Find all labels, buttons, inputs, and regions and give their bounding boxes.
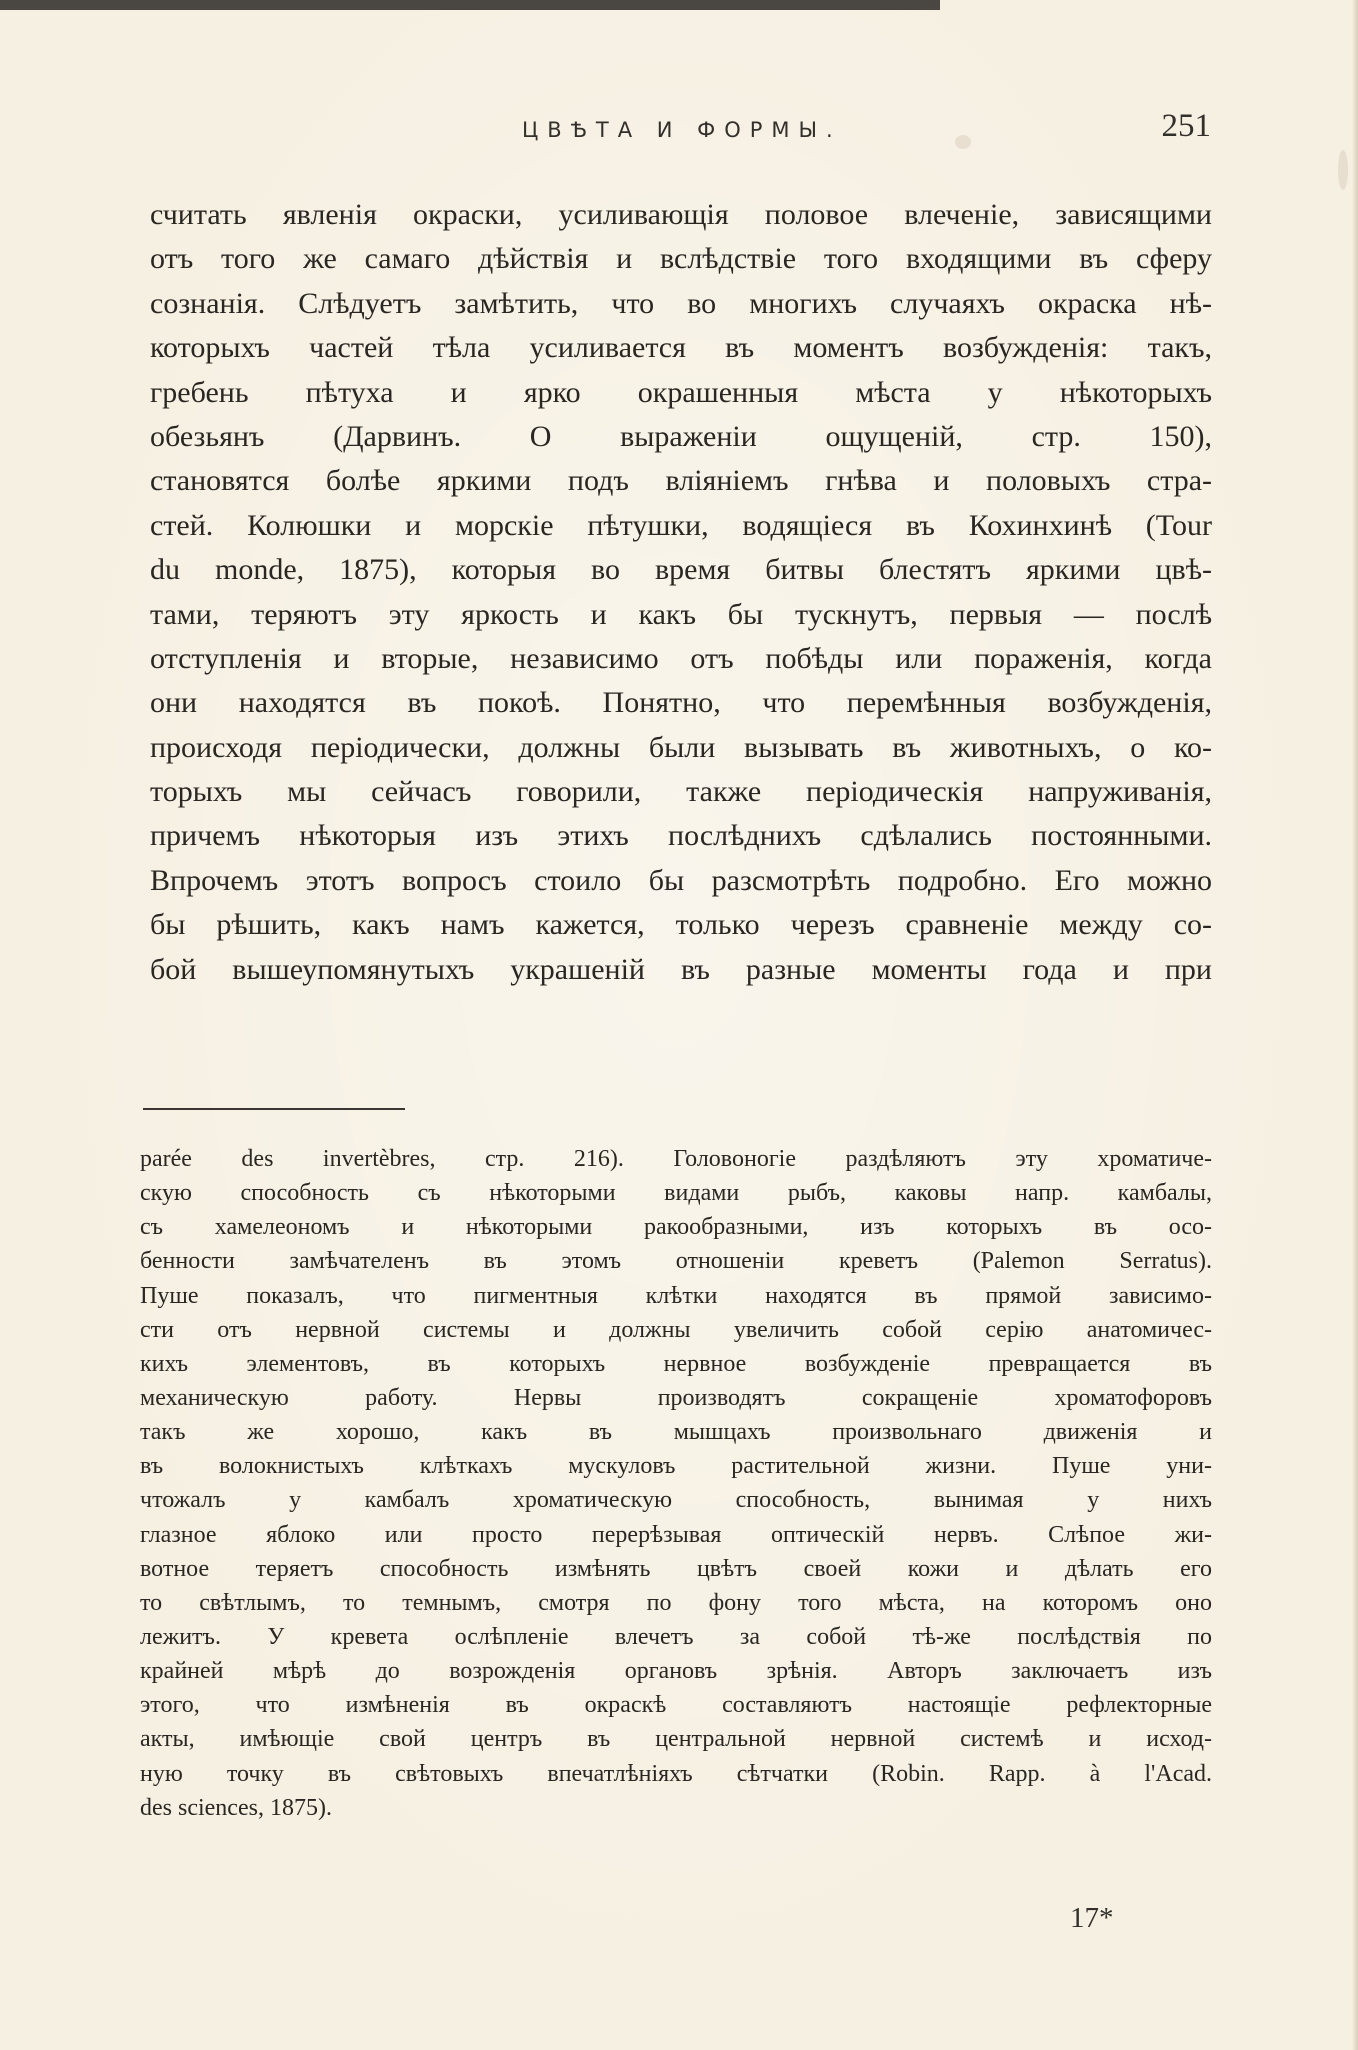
footnote-separator bbox=[143, 1108, 405, 1110]
footnote-line: съ хамелеономъ и нѣкоторыми ракообразными, изъ которыхъ въ осо- bbox=[140, 1214, 1212, 1241]
paper-stain bbox=[955, 135, 971, 149]
text-line: становятся болѣе яркими подъ вліяніемъ гнѣва и половыхъ стра- bbox=[150, 464, 1212, 498]
main-text-block bbox=[150, 193, 1212, 992]
text-line: бы рѣшить, какъ намъ кажется, только черезъ сравненіе между со- bbox=[150, 908, 1212, 942]
text-line: обезьянъ (Дарвинъ. О выраженіи ощущеній, стр. 150), bbox=[150, 419, 1212, 453]
footnote-line: бенности замѣчателенъ въ этомъ отношеніи креветъ (Palemon Serratus). bbox=[140, 1248, 1212, 1275]
text-line: бой вышеупомянутыхъ украшеній въ разные моменты года и при bbox=[150, 952, 1212, 986]
page-edge-shadow bbox=[1352, 0, 1358, 2050]
text-line: du monde, 1875), которыя во время битвы блестятъ яркими цвѣ- bbox=[150, 553, 1212, 587]
footnote-line: акты, имѣющіе свой центръ въ центральной нервной системѣ и исход- bbox=[140, 1726, 1212, 1753]
footnote-line: то свѣтлымъ, то темнымъ, смотря по фону того мѣста, на которомъ оно bbox=[140, 1589, 1212, 1616]
text-line: отъ того же самаго дѣйствія и вслѣдствіе того входящими въ сферу bbox=[150, 242, 1212, 276]
footnote-line: въ волокнистыхъ клѣткахъ мускуловъ растительной жизни. Пуше уни- bbox=[140, 1453, 1212, 1480]
footnote-line: Пуше показалъ, что пигментныя клѣтки находятся въ прямой зависимо- bbox=[140, 1282, 1212, 1309]
footnote-line: чтожалъ у камбалъ хроматическую способность, вынимая у нихъ bbox=[140, 1487, 1212, 1514]
footnote-line: механическую работу. Нервы производятъ сокращеніе хроматофоровъ bbox=[140, 1384, 1212, 1411]
paper-stain bbox=[1338, 150, 1348, 190]
footnote-line: крайней мѣрѣ до возрожденія органовъ зрѣнія. Авторъ заключаетъ изъ bbox=[140, 1658, 1212, 1685]
text-line: стей. Колюшки и морскіе пѣтушки, водящіеся въ Кохинхинѣ (Tour bbox=[150, 508, 1212, 542]
text-line: они находятся въ покоѣ. Понятно, что перемѣнныя возбужденія, bbox=[150, 686, 1212, 720]
text-line: причемъ нѣкоторыя изъ этихъ послѣднихъ сдѣлались постоянными. bbox=[150, 819, 1212, 853]
text-line: сознанія. Слѣдуетъ замѣтить, что во многихъ случаяхъ окраска нѣ- bbox=[150, 286, 1212, 320]
footnote-block bbox=[140, 1142, 1212, 1825]
signature-mark: 17* bbox=[1070, 1902, 1114, 1934]
footnote-line: этого, что измѣненія въ окраскѣ составляютъ настоящіе рефлекторные bbox=[140, 1692, 1212, 1719]
running-title: ЦВѢТА И ФОРМЫ. bbox=[522, 118, 842, 142]
footnote-line: вотное теряетъ способность измѣнять цвѣтъ своей кожи и дѣлать его bbox=[140, 1555, 1212, 1582]
footnote-line: скую способность съ нѣкоторыми видами рыбъ, каковы напр. камбалы, bbox=[140, 1180, 1212, 1207]
footnote-line: глазное яблоко или просто перерѣзывая оптическій нервъ. Слѣпое жи- bbox=[140, 1521, 1212, 1548]
text-line: которыхъ частей тѣла усиливается въ моментъ возбужденія: такъ, bbox=[150, 331, 1212, 365]
footnote-line: ную точку въ свѣтовыхъ впечатлѣніяхъ сѣтчатки (Robin. Rapp. à l'Acad. bbox=[140, 1760, 1212, 1787]
footnote-line: parée des invertèbres, стр. 216). Головоногіе раздѣляютъ эту хроматиче- bbox=[140, 1146, 1212, 1172]
footnote-line: кихъ элементовъ, въ которыхъ нервное возбужденіе превращается въ bbox=[140, 1350, 1212, 1377]
footnote-line: такъ же хорошо, какъ въ мышцахъ произвольнаго движенія и bbox=[140, 1419, 1212, 1446]
text-line: гребень пѣтуха и ярко окрашенныя мѣста у нѣкоторыхъ bbox=[150, 375, 1212, 409]
page-number: 251 bbox=[1161, 108, 1211, 144]
text-line: происходя періодически, должны были вызывать въ животныхъ, о ко- bbox=[150, 730, 1212, 764]
text-line: считать явленія окраски, усиливающія половое влеченіе, зависящими bbox=[150, 198, 1212, 231]
text-line: тами, теряютъ эту яркость и какъ бы тускнутъ, первыя — послѣ bbox=[150, 597, 1212, 631]
text-line: Впрочемъ этотъ вопросъ стоило бы разсмотрѣть подробно. Его можно bbox=[150, 863, 1212, 897]
text-line: торыхъ мы сейчасъ говорили, также періодическія напруживанія, bbox=[150, 775, 1212, 809]
footnote-line: лежитъ. У кревета ослѣпленіе влечетъ за собой тѣ-же послѣдствія по bbox=[140, 1623, 1212, 1650]
text-line: отступленія и вторые, независимо отъ побѣды или пораженія, когда bbox=[150, 641, 1212, 675]
footnote-line: сти отъ нервной системы и должны увеличить собой серію анатомичес- bbox=[140, 1316, 1212, 1343]
footnote-line: des sciences, 1875). bbox=[140, 1794, 332, 1821]
top-dark-edge bbox=[0, 0, 940, 10]
